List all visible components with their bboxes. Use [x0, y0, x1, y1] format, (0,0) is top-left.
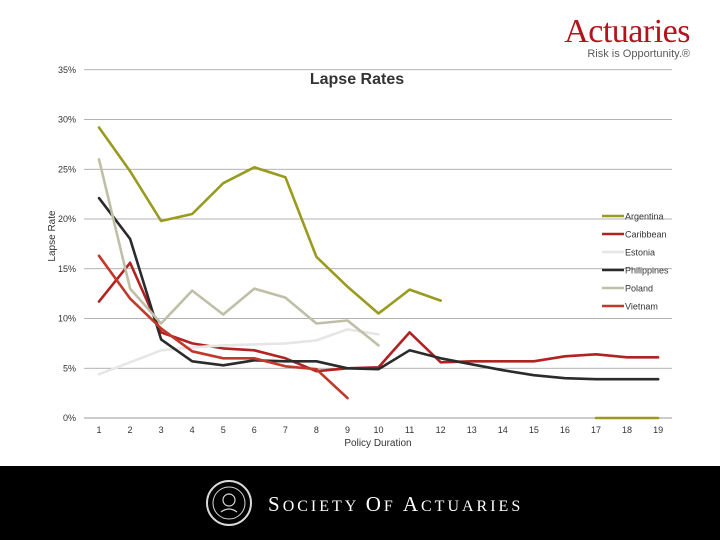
legend-label: Argentina [625, 211, 664, 222]
x-tick-label: 10 [373, 425, 384, 435]
x-tick-label: 1 [96, 425, 102, 435]
y-tick-label: 0% [62, 413, 76, 423]
x-tick-label: 16 [559, 425, 570, 435]
series-line-argentina [99, 128, 658, 419]
x-axis-label: Policy Duration [344, 438, 412, 449]
x-tick-label: 5 [220, 425, 226, 435]
legend [602, 212, 669, 312]
x-tick-label: 12 [435, 425, 446, 435]
brand-name: Actuaries [564, 13, 690, 50]
y-tick-label: 10% [57, 313, 76, 324]
x-tick-label: 6 [251, 425, 257, 435]
x-tick-label: 14 [497, 425, 508, 435]
series-line-estonia [99, 329, 379, 374]
brand-logo [564, 14, 690, 60]
legend-label: Estonia [625, 247, 656, 258]
y-axis-label: Lapse Rate [47, 210, 58, 262]
x-tick-label: 13 [466, 425, 477, 435]
x-tick-label: 8 [313, 425, 319, 435]
y-tick-label: 25% [57, 164, 76, 175]
x-tick-label: 11 [404, 425, 415, 435]
y-tick-label: 5% [62, 363, 76, 374]
society-name-text: SOCIETY OF ACTUARIES [268, 492, 524, 516]
x-tick-label: 18 [622, 425, 633, 435]
x-tick-label: 19 [653, 425, 664, 435]
legend-label: Philippines [625, 265, 669, 276]
chart-title: Lapse Rates [309, 71, 405, 88]
legend-label: Poland [625, 283, 654, 294]
x-tick-label: 2 [127, 425, 133, 435]
legend-label: Caribbean [625, 229, 667, 240]
y-tick-label: 30% [57, 114, 76, 125]
society-seal-icon [204, 478, 254, 528]
y-tick-label: 15% [57, 263, 76, 274]
society-name [268, 492, 523, 517]
legend-label: Vietnam [625, 301, 658, 312]
x-tick-label: 15 [528, 425, 539, 435]
x-tick-label: 17 [590, 425, 601, 435]
series-lines [99, 128, 658, 419]
x-tick-group [96, 425, 663, 435]
series-line-philippines [99, 198, 658, 379]
y-tick-label: 35% [57, 64, 76, 75]
brand-tagline: Risk is Opportunity.® [587, 48, 690, 60]
x-tick-label: 3 [158, 425, 164, 435]
x-tick-label: 9 [344, 425, 350, 435]
y-tick-label: 20% [57, 214, 76, 224]
x-tick-label: 4 [189, 425, 195, 435]
x-tick-label: 7 [282, 425, 288, 435]
